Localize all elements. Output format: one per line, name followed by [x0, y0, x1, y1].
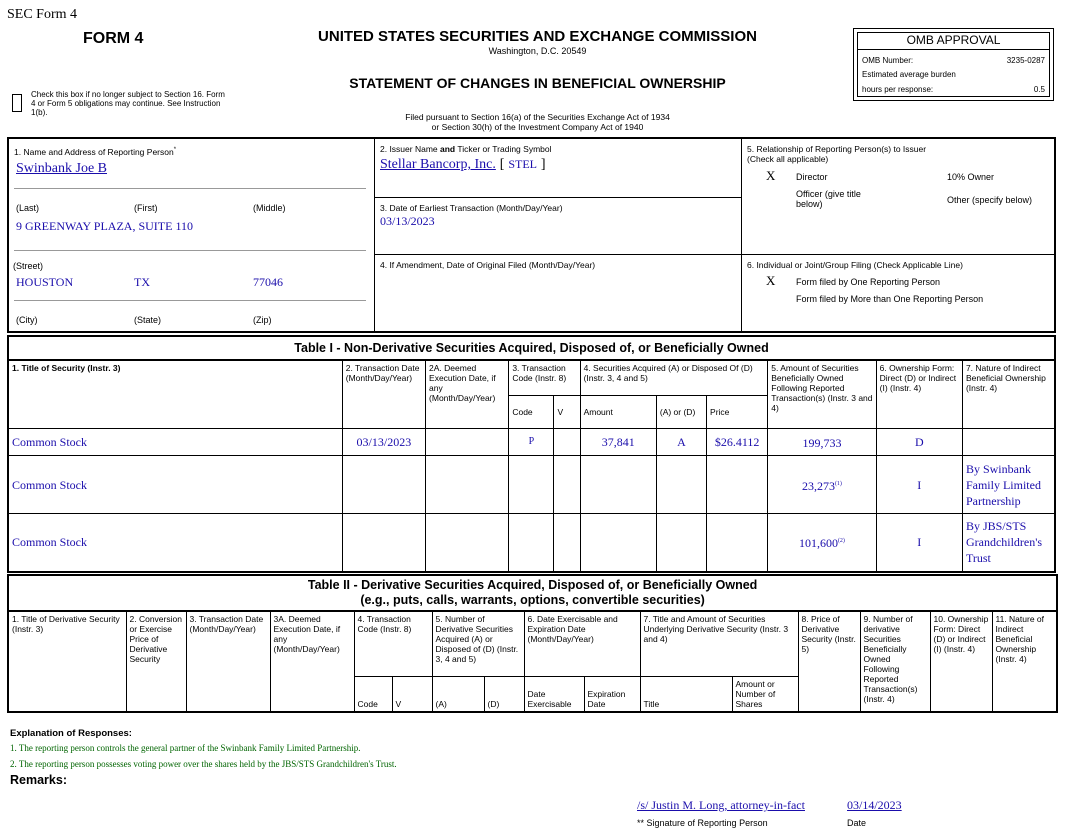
table2-h9: 9. Number of derivative Securities Beneficially Owned Following Reported Transaction(s) (Instr. 4)	[860, 611, 930, 712]
earliest-transaction-label: 3. Date of Earliest Transaction (Month/Day/Year)	[380, 203, 563, 213]
omb-hours-label: hours per response:	[862, 85, 934, 94]
signature-date: 03/14/2023	[847, 798, 902, 812]
table2-h4: 4. Transaction Code (Instr. 8)	[354, 611, 432, 677]
director-check-mark[interactable]: X	[766, 168, 776, 183]
street-label: (Street)	[13, 261, 44, 271]
omb-number-value: 3235-0287	[1006, 56, 1045, 65]
relationship-label: 5. Relationship of Reporting Person(s) to Issuer (Check all applicable)	[747, 144, 927, 164]
more-persons-label: Form filed by More than One Reporting Person	[796, 294, 984, 304]
omb-approval-box	[853, 28, 1054, 101]
table2-h2: 2. Conversion or Exercise Price of Derivative Security	[126, 611, 186, 712]
reporting-person-name-link[interactable]: Swinbank Joe B	[16, 161, 107, 176]
first-label: (First)	[134, 203, 158, 213]
table2-h6: 6. Date Exercisable and Expiration Date (Month/Day/Year)	[524, 611, 640, 677]
table1-h-code: Code	[509, 396, 554, 429]
one-person-check-mark[interactable]: X	[766, 273, 776, 288]
table1-h2a: 2A. Deemed Execution Date, if any (Month/Day/Year)	[426, 360, 509, 429]
table1-h7: 7. Nature of Indirect Beneficial Ownership (Instr. 4)	[962, 360, 1055, 429]
table1-h-amount: Amount	[580, 396, 656, 429]
signature-label: ** Signature of Reporting Person	[637, 818, 768, 828]
zip-label: (Zip)	[253, 315, 272, 325]
agency-city: Washington, D.C. 20549	[488, 46, 587, 56]
filed-pursuant-2: or Section 30(h) of the Investment Company Act of 1940	[431, 122, 644, 132]
table2-h7: 7. Title and Amount of Securities Underlying Derivative Security (Instr. 3 and 4)	[640, 611, 798, 677]
earliest-transaction-date: 03/13/2023	[380, 214, 435, 228]
table1-h-v: V	[554, 396, 580, 429]
table1-h-aord: (A) or (D)	[656, 396, 706, 429]
street-address: 9 GREENWAY PLAZA, SUITE 110	[16, 219, 193, 233]
footnote-1: 1. The reporting person controls the general partner of the Swinbank Family Limited Partnership.	[10, 743, 361, 753]
table1-h-price: Price	[707, 396, 768, 429]
table-row: Common Stock 03/13/2023 P 37,841 A $26.4112 199,733 D	[8, 429, 1055, 456]
table1-h2: 2. Transaction Date (Month/Day/Year)	[342, 360, 425, 429]
signature-name-link[interactable]: /s/ Justin M. Long, attorney-in-fact	[637, 798, 805, 812]
state-label: (State)	[134, 315, 162, 325]
zip-value: 77046	[253, 275, 283, 289]
date-label: Date	[847, 818, 867, 828]
filing-label: 6. Individual or Joint/Group Filing (Check Applicable Line)	[747, 260, 963, 270]
last-label: (Last)	[16, 203, 40, 213]
table-non-derivative	[7, 335, 1056, 573]
ten-pct-owner-label: 10% Owner	[947, 172, 995, 182]
table2-h8: 8. Price of Derivative Security (Instr. 5)	[798, 611, 860, 712]
table1-h4: 4. Securities Acquired (A) or Disposed Of (D) (Instr. 3, 4 and 5)	[580, 360, 768, 396]
form-title: FORM 4	[83, 30, 144, 47]
issuer-label: 2. Issuer Name and Ticker or Trading Symbol	[380, 144, 552, 154]
director-label: Director	[796, 172, 828, 182]
table-row: Common Stock 101,600$^{(2)}$ I By JBS/STS Grandchildren's Trust	[8, 514, 1055, 572]
checkbox-instruction: Check this box if no longer subject to Section 16. Form 4 or Form 5 obligations may continue. See Instruction 1(b).	[31, 90, 225, 117]
table1-h1: 1. Title of Security (Instr. 3)	[8, 360, 342, 429]
explanation-label: Explanation of Responses:	[10, 728, 132, 739]
statement-title: STATEMENT OF CHANGES IN BENEFICIAL OWNERSHIP	[349, 75, 726, 91]
table1-h3: 3. Transaction Code (Instr. 8)	[509, 360, 580, 396]
table2-title: Table II - Derivative Securities Acquired, Disposed of, or Beneficially Owned (e.g., puts, calls, warrants, options, convertible securities)	[8, 575, 1057, 611]
omb-number-label: OMB Number:	[862, 56, 914, 65]
amendment-label: 4. If Amendment, Date of Original Filed (Month/Day/Year)	[380, 260, 596, 270]
table2-h11: 11. Nature of Indirect Beneficial Ownership (Instr. 4)	[992, 611, 1057, 712]
footnote-2: 2. The reporting person possesses voting power over the shares held by the JBS/STS Grandchildren's Trust.	[10, 759, 397, 769]
table-row: Common Stock 23,273$^{(1)}$ I By Swinbank Family Limited Partnership	[8, 456, 1055, 514]
table2-h3a: 3A. Deemed Execution Date, if any (Month/Day/Year)	[270, 611, 354, 712]
table1-h6: 6. Ownership Form: Direct (D) or Indirect (I) (Instr. 4)	[876, 360, 962, 429]
omb-burden-label: Estimated average burden	[862, 70, 956, 79]
agency-title: UNITED STATES SECURITIES AND EXCHANGE COMMISSION	[318, 28, 757, 45]
table2-h3: 3. Transaction Date (Month/Day/Year)	[186, 611, 270, 712]
issuer-line: Stellar Bancorp, Inc. [ STEL ]	[380, 157, 546, 172]
table1-h5: 5. Amount of Securities Beneficially Owned Following Reported Transaction(s) (Instr. 3 and 4)	[768, 360, 876, 429]
state-value: TX	[134, 275, 150, 289]
filed-pursuant-1: Filed pursuant to Section 16(a) of the Securities Exchange Act of 1934	[405, 112, 670, 122]
officer-label: Officer (give title below)	[796, 189, 861, 209]
issuer-name-link[interactable]: Stellar Bancorp, Inc.	[380, 157, 496, 172]
omb-title: OMB APPROVAL	[858, 33, 1049, 50]
omb-hours-value: 0.5	[1033, 85, 1045, 94]
table2-h10: 10. Ownership Form: Direct (D) or Indirect (I) (Instr. 4)	[930, 611, 992, 712]
other-label: Other (specify below)	[947, 195, 1033, 205]
reporting-person-label: 1. Name and Address of Reporting Person*	[14, 147, 177, 157]
no-longer-subject-checkbox[interactable]	[12, 94, 22, 112]
table2-h5: 5. Number of Derivative Securities Acquired (A) or Disposed of (D) (Instr. 3, 4 and 5)	[432, 611, 524, 677]
city-label: (City)	[16, 315, 38, 325]
one-person-label: Form filed by One Reporting Person	[796, 277, 941, 287]
issuer-ticker: STEL	[508, 157, 537, 171]
table2-h1: 1. Title of Derivative Security (Instr. 3)	[8, 611, 126, 712]
city-value: HOUSTON	[16, 275, 74, 289]
middle-label: (Middle)	[253, 203, 286, 213]
table-derivative: Table II - Derivative Securities Acquired, Disposed of, or Beneficially Owned (e.g., puts, calls, warrants, options, convertible securities) 1. Title of Derivative Security (Instr. 3) 2. Conversion or Exercise Price of Derivative Security 3. Transaction Date (Month/Day/Year) 3A. Deemed Execution Date, if any (Month/Day/Year) 4. Transaction Code (Instr. 8) 5. Number of Derivative Securities Acquired (A) or Disposed of (D) (Instr. 3, 4 and 5) 6. Date Exercisable and Expiration Date (Month/Day/Year) 7. Title and Amount of Securities Underlying Derivative Security (Instr. 3 and 4) 8. Price of Derivative Security (Instr. 5) 9. Number of derivative Securities Beneficially Owned Following Reported Transaction(s) (Instr. 4) 10. Ownership Form: Direct (D) or Indirect (I) (Instr. 4) 11. Nature of Indirect Beneficial Ownership (Instr. 4) Code V (A) (D) Date Exercisable Expiration Date Title Amount or Number of Shares	[7, 574, 1058, 713]
table1-title: Table I - Non-Derivative Securities Acquired, Disposed of, or Beneficially Owned	[8, 336, 1055, 360]
remarks-label: Remarks:	[10, 773, 67, 787]
sec-form-label: SEC Form 4	[7, 7, 78, 22]
